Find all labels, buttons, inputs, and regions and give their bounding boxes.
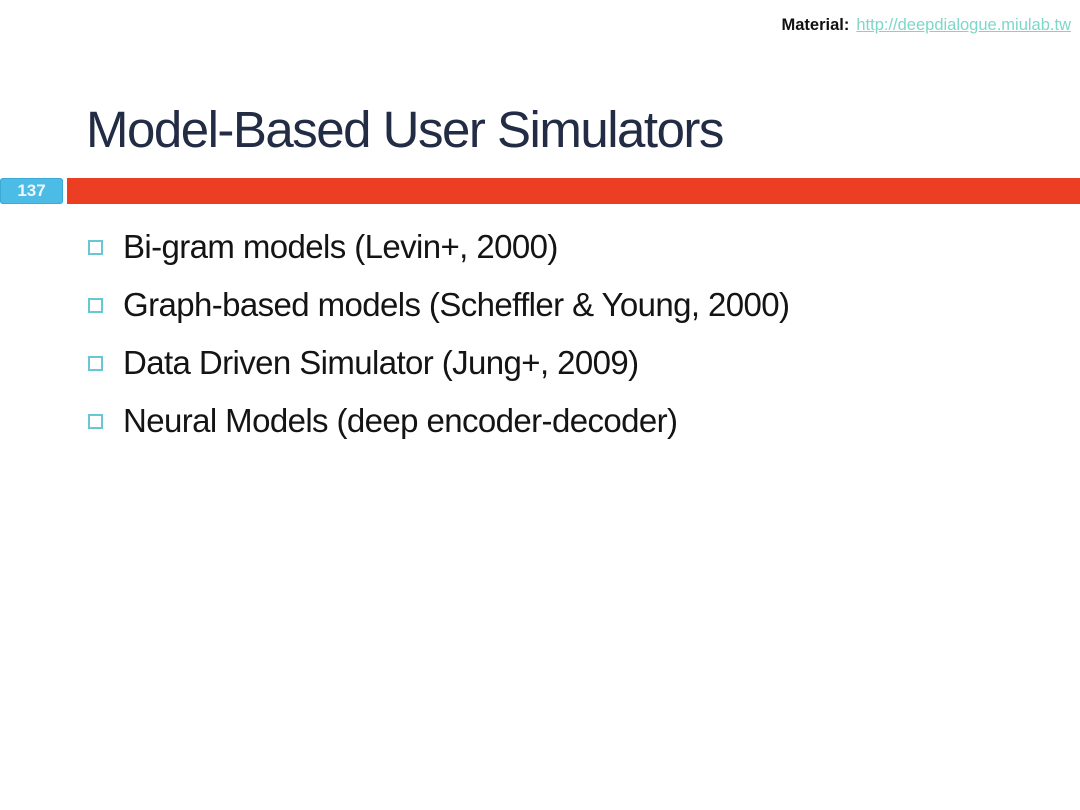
bullet-text: Bi-gram models (Levin+, 2000) [123, 228, 558, 265]
bullet-square-icon [88, 298, 103, 313]
list-item [88, 334, 789, 392]
bullet-square-icon [88, 240, 103, 255]
title-accent-row [0, 178, 1080, 204]
bullet-text: Neural Models (deep encoder-decoder) [123, 402, 678, 439]
material-label: Material: [781, 16, 850, 34]
material-attribution [781, 16, 1071, 35]
list-item [88, 276, 789, 334]
page-title: Model-Based User Simulators [86, 101, 723, 158]
bullet-text: Data Driven Simulator (Jung+, 2009) [123, 344, 639, 381]
list-item [88, 392, 789, 450]
bullet-square-icon [88, 356, 103, 371]
page-number-badge: 137 [0, 178, 63, 204]
material-link[interactable]: http://deepdialogue.miulab.tw [856, 16, 1071, 34]
list-item [88, 218, 789, 276]
bullet-square-icon [88, 414, 103, 429]
bullet-text: Graph-based models (Scheffler & Young, 2000) [123, 286, 790, 323]
title-accent-bar [67, 178, 1080, 204]
bullet-list [88, 218, 789, 450]
